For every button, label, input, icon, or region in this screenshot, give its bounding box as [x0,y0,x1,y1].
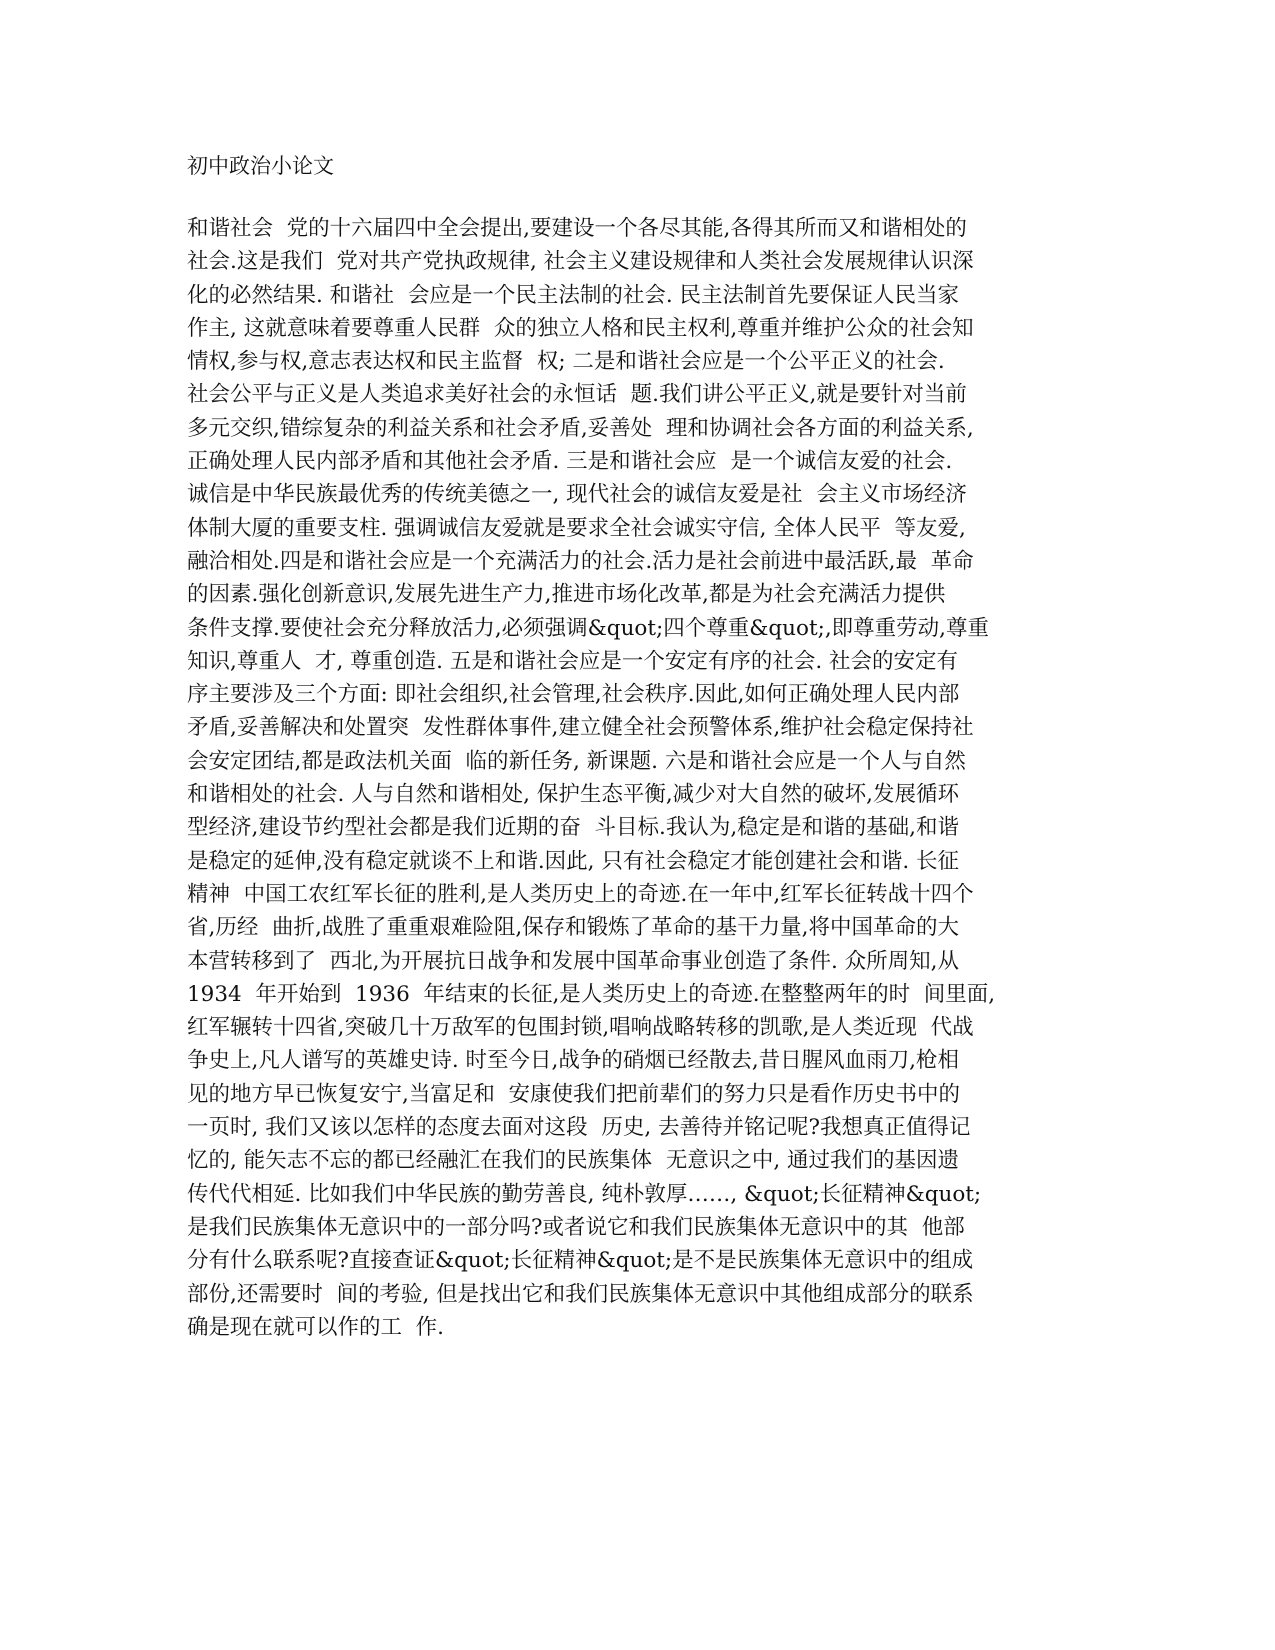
text-line: 作主, 这就意味着要尊重人民群 众的独立人格和民主权利,尊重并维护公众的社会知 [187,315,974,341]
text-line: 社会.这是我们 党对共产党执政规律, 社会主义建设规律和人类社会发展规律认识深 [187,249,974,275]
text-line: 确是现在就可以作的工 作. [187,1314,445,1340]
text-line: 条件支撑.要使社会充分释放活力,必须强调&quot;四个尊重&quot;,即尊重劳动,尊重 [187,615,989,641]
text-line: 化的必然结果. 和谐社 会应是一个民主法制的社会. 民主法制首先要保证人民当家 [187,282,960,308]
text-line: 忆的, 能矢志不忘的都已经融汇在我们的民族集体 无意识之中, 通过我们的基因遗 [187,1148,960,1174]
text-line: 型经济,建设节约型社会都是我们近期的奋 斗目标.我认为,稳定是和谐的基础,和谐 [187,815,960,841]
text-line: 分有什么联系呢?直接查证&quot;长征精神&quot;是不是民族集体无意识中的组成 [187,1248,974,1274]
text-line: 会安定团结,都是政法机关面 临的新任务, 新课题. 六是和谐社会应是一个人与自然 [187,748,966,774]
text-line: 是我们民族集体无意识中的一部分吗?或者说它和我们民族集体无意识中的其 他部 [187,1214,965,1240]
text-line: 体制大厦的重要支柱. 强调诚信友爱就是要求全社会诚实守信, 全体人民平 等友爱, [187,515,966,541]
text-line: 省,历经 曲折,战胜了重重艰难险阻,保存和锻炼了革命的基干力量,将中国革命的大 [187,915,960,941]
text-line: 见的地方早已恢复安宁,当富足和 安康使我们把前辈们的努力只是看作历史书中的 [187,1081,961,1107]
text-line: 社会公平与正义是人类追求美好社会的永恒话 题.我们讲公平正义,就是要针对当前 [187,382,967,408]
text-line: 情权,参与权,意志表达权和民主监督 权; 二是和谐社会应是一个公平正义的社会. [187,349,945,375]
text-line: 精神 中国工农红军长征的胜利,是人类历史上的奇迹.在一年中,红军长征转战十四个 [187,881,974,907]
text-line: 本营转移到了 西北,为开展抗日战争和发展中国革命事业创造了条件. 众所周知,从 [187,948,960,974]
text-line: 是稳定的延伸,没有稳定就谈不上和谐.因此, 只有社会稳定才能创建社会和谐. 长征 [187,848,960,874]
text-line: 多元交织,错综复杂的利益关系和社会矛盾,妥善处 理和协调社会各方面的利益关系, [187,415,974,441]
text-line: 融洽相处.四是和谐社会应是一个充满活力的社会.活力是社会前进中最活跃,最 革命 [187,548,974,574]
text-line: 矛盾,妥善解决和处置突 发性群体事件,建立健全社会预警体系,维护社会稳定保持社 [187,715,974,741]
text-line: 争史上,凡人谱写的英雄史诗. 时至今日,战争的硝烟已经散去,昔日腥风血雨刀,枪相 [187,1048,960,1074]
text-line: 一页时, 我们又该以怎样的态度去面对这段 历史, 去善待并铭记呢?我想真正值得记 [187,1115,971,1141]
text-line: 红军辗转十四省,突破几十万敌军的包围封锁,唱响战略转移的凯歌,是人类近现 代战 [187,1015,974,1041]
text-line: 诚信是中华民族最优秀的传统美德之一, 现代社会的诚信友爱是社 会主义市场经济 [187,482,967,508]
text-line: 正确处理人民内部矛盾和其他社会矛盾. 三是和谐社会应 是一个诚信友爱的社会. [187,449,953,475]
document-title: 初中政治小论文 [187,154,334,178]
essay-body [187,212,1097,1344]
text-line: 序主要涉及三个方面: 即社会组织,社会管理,社会秩序.因此,如何正确处理人民内部 [187,682,960,708]
text-line: 知识,尊重人 才, 尊重创造. 五是和谐社会应是一个安定有序的社会. 社会的安定有 [187,648,959,674]
text-line: 的因素.强化创新意识,发展先进生产力,推进市场化改革,都是为社会充满活力提供 [187,582,946,608]
text-line: 和谐社会 党的十六届四中全会提出,要建设一个各尽其能,各得其所而又和谐相处的 [187,216,967,241]
text-line: 传代代相延. 比如我们中华民族的勤劳善良, 纯朴敦厚……, &quot;长征精神&quot; [187,1181,982,1207]
text-line: 和谐相处的社会. 人与自然和谐相处, 保护生态平衡,减少对大自然的破坏,发展循环 [187,782,960,808]
text-line: 1934 年开始到 1936 年结束的长征,是人类历史上的奇迹.在整整两年的时 间里面, [187,981,996,1007]
text-line: 部份,还需要时 间的考验, 但是找出它和我们民族集体无意识中其他组成部分的联系 [187,1281,974,1307]
